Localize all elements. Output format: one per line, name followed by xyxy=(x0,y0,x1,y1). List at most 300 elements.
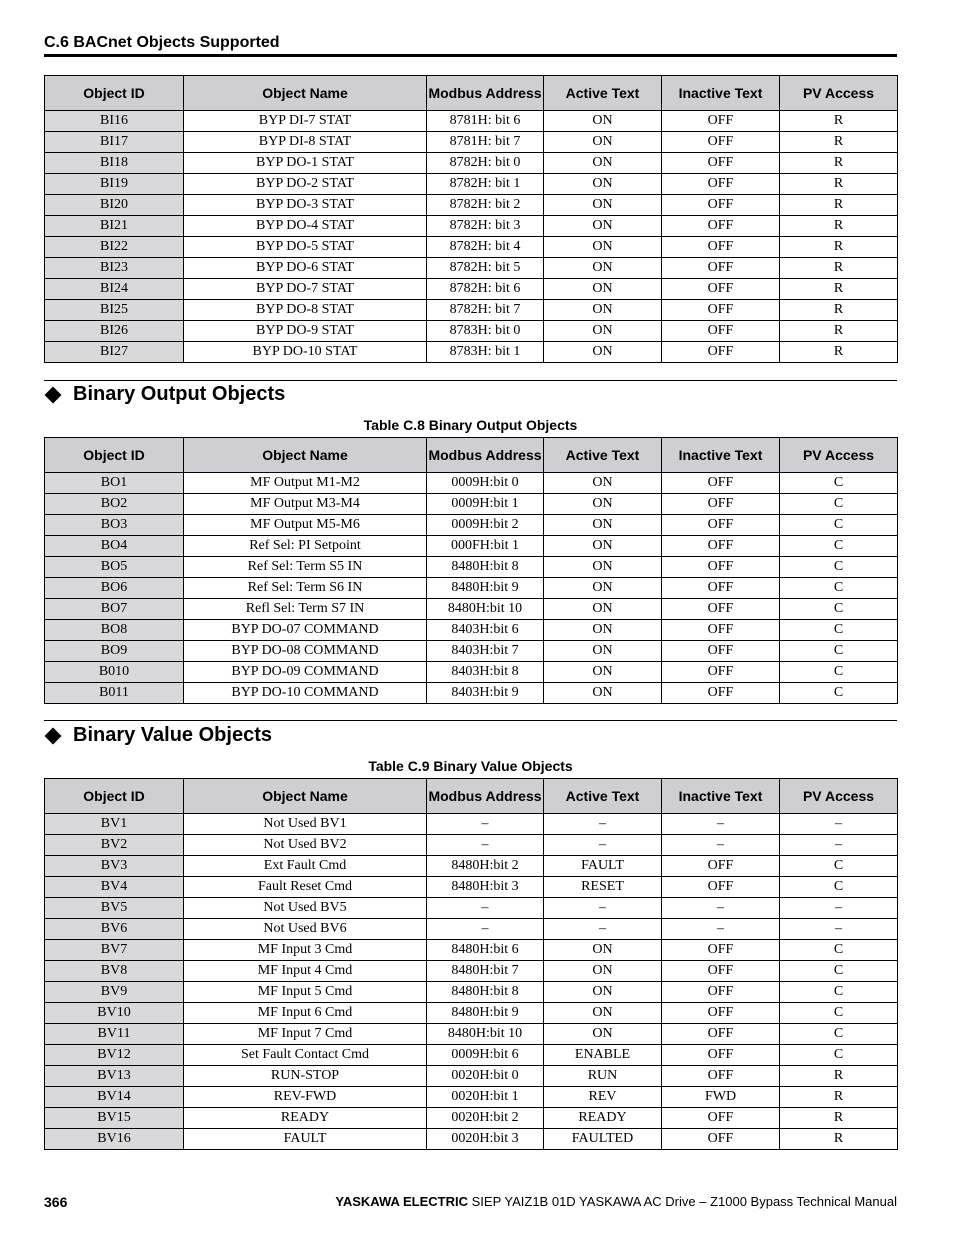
cell-active-text: – xyxy=(544,835,662,856)
cell-pv-access: C xyxy=(780,1045,898,1066)
cell-inactive-text: OFF xyxy=(662,1003,780,1024)
cell-modbus-address: 8781H: bit 6 xyxy=(427,111,544,132)
binary-output-heading xyxy=(44,383,285,406)
cell-modbus-address: 0020H:bit 3 xyxy=(427,1129,544,1150)
cell-pv-access: C xyxy=(780,536,898,557)
cell-pv-access: R xyxy=(780,237,898,258)
cell-object-id: BO5 xyxy=(45,557,184,578)
cell-active-text: ON xyxy=(544,237,662,258)
cell-object-id: BO2 xyxy=(45,494,184,515)
cell-inactive-text: OFF xyxy=(662,856,780,877)
table-row xyxy=(45,557,898,578)
cell-active-text: ON xyxy=(544,982,662,1003)
cell-object-name: BYP DO-1 STAT xyxy=(184,153,427,174)
table-row xyxy=(45,683,898,704)
cell-active-text: ON xyxy=(544,153,662,174)
cell-object-id: B011 xyxy=(45,683,184,704)
cell-inactive-text: OFF xyxy=(662,641,780,662)
binary-output-title: Binary Output Objects xyxy=(73,383,286,405)
footer-brand: YASKAWA ELECTRIC xyxy=(335,1194,469,1209)
cell-active-text: ON xyxy=(544,1003,662,1024)
cell-object-id: BV15 xyxy=(45,1108,184,1129)
table-row xyxy=(45,536,898,557)
cell-object-name: BYP DO-09 COMMAND xyxy=(184,662,427,683)
cell-active-text: RESET xyxy=(544,877,662,898)
cell-inactive-text: OFF xyxy=(662,599,780,620)
cell-pv-access: – xyxy=(780,898,898,919)
col-header-object-id: Object ID xyxy=(45,779,184,814)
cell-pv-access: C xyxy=(780,1003,898,1024)
cell-object-id: BI17 xyxy=(45,132,184,153)
table-row xyxy=(45,494,898,515)
cell-inactive-text: OFF xyxy=(662,111,780,132)
cell-active-text: ON xyxy=(544,641,662,662)
cell-inactive-text: OFF xyxy=(662,473,780,494)
cell-object-name: BYP DO-2 STAT xyxy=(184,174,427,195)
table-row xyxy=(45,1087,898,1108)
cell-pv-access: C xyxy=(780,599,898,620)
cell-modbus-address: 0009H:bit 2 xyxy=(427,515,544,536)
cell-object-id: BV1 xyxy=(45,814,184,835)
cell-pv-access: C xyxy=(780,620,898,641)
section-rule xyxy=(44,720,897,721)
table-row xyxy=(45,111,898,132)
cell-inactive-text: OFF xyxy=(662,174,780,195)
cell-active-text: – xyxy=(544,814,662,835)
cell-active-text: ON xyxy=(544,1024,662,1045)
cell-object-id: BO1 xyxy=(45,473,184,494)
cell-pv-access: C xyxy=(780,557,898,578)
cell-object-name: Ext Fault Cmd xyxy=(184,856,427,877)
cell-modbus-address: 8403H:bit 9 xyxy=(427,683,544,704)
table-header-row xyxy=(45,76,898,111)
cell-object-name: MF Output M3-M4 xyxy=(184,494,427,515)
table-row xyxy=(45,1129,898,1150)
cell-pv-access: R xyxy=(780,111,898,132)
cell-modbus-address: 8781H: bit 7 xyxy=(427,132,544,153)
cell-modbus-address: 8782H: bit 6 xyxy=(427,279,544,300)
col-header-modbus-address: Modbus Address xyxy=(427,438,544,473)
binary-value-table xyxy=(44,778,898,1150)
cell-object-id: BV10 xyxy=(45,1003,184,1024)
col-header-pv-access: PV Access xyxy=(780,76,898,111)
cell-active-text: REV xyxy=(544,1087,662,1108)
col-header-object-id: Object ID xyxy=(45,438,184,473)
cell-object-name: REV-FWD xyxy=(184,1087,427,1108)
cell-pv-access: R xyxy=(780,132,898,153)
cell-inactive-text: – xyxy=(662,898,780,919)
cell-object-name: BYP DO-8 STAT xyxy=(184,300,427,321)
cell-object-id: BV9 xyxy=(45,982,184,1003)
cell-modbus-address: 8403H:bit 7 xyxy=(427,641,544,662)
cell-inactive-text: OFF xyxy=(662,982,780,1003)
col-header-object-id: Object ID xyxy=(45,76,184,111)
table-row xyxy=(45,940,898,961)
cell-object-name: Fault Reset Cmd xyxy=(184,877,427,898)
col-header-pv-access: PV Access xyxy=(780,779,898,814)
cell-inactive-text: OFF xyxy=(662,1045,780,1066)
cell-pv-access: C xyxy=(780,578,898,599)
cell-modbus-address: 0009H:bit 6 xyxy=(427,1045,544,1066)
cell-object-name: BYP DO-10 STAT xyxy=(184,342,427,363)
cell-object-id: BO7 xyxy=(45,599,184,620)
cell-object-name: MF Input 7 Cmd xyxy=(184,1024,427,1045)
cell-object-name: BYP DO-9 STAT xyxy=(184,321,427,342)
cell-object-name: BYP DO-10 COMMAND xyxy=(184,683,427,704)
cell-inactive-text: OFF xyxy=(662,1108,780,1129)
cell-inactive-text: OFF xyxy=(662,578,780,599)
cell-object-name: Set Fault Contact Cmd xyxy=(184,1045,427,1066)
cell-inactive-text: OFF xyxy=(662,300,780,321)
cell-inactive-text: OFF xyxy=(662,195,780,216)
cell-modbus-address: 8783H: bit 1 xyxy=(427,342,544,363)
cell-object-id: BV11 xyxy=(45,1024,184,1045)
cell-active-text: ON xyxy=(544,279,662,300)
table-row xyxy=(45,1045,898,1066)
cell-inactive-text: OFF xyxy=(662,1024,780,1045)
cell-object-name: READY xyxy=(184,1108,427,1129)
cell-object-id: BO6 xyxy=(45,578,184,599)
cell-pv-access: C xyxy=(780,1024,898,1045)
table-row xyxy=(45,132,898,153)
col-header-object-name: Object Name xyxy=(184,779,427,814)
cell-active-text: ON xyxy=(544,300,662,321)
cell-object-id: BV13 xyxy=(45,1066,184,1087)
cell-active-text: – xyxy=(544,919,662,940)
cell-object-id: BV6 xyxy=(45,919,184,940)
cell-active-text: ON xyxy=(544,195,662,216)
cell-modbus-address: – xyxy=(427,835,544,856)
cell-object-id: BV2 xyxy=(45,835,184,856)
col-header-pv-access: PV Access xyxy=(780,438,898,473)
cell-modbus-address: 8403H:bit 8 xyxy=(427,662,544,683)
cell-object-name: RUN-STOP xyxy=(184,1066,427,1087)
table-row xyxy=(45,342,898,363)
cell-active-text: ON xyxy=(544,132,662,153)
cell-active-text: ON xyxy=(544,473,662,494)
cell-active-text: ON xyxy=(544,662,662,683)
cell-pv-access: R xyxy=(780,1087,898,1108)
binary-input-table xyxy=(44,75,898,363)
cell-active-text: ON xyxy=(544,321,662,342)
cell-modbus-address: 8480H:bit 10 xyxy=(427,599,544,620)
cell-object-id: BI16 xyxy=(45,111,184,132)
cell-modbus-address: 8480H:bit 8 xyxy=(427,982,544,1003)
table-row xyxy=(45,473,898,494)
cell-object-name: Not Used BV1 xyxy=(184,814,427,835)
col-header-object-name: Object Name xyxy=(184,76,427,111)
table-row xyxy=(45,641,898,662)
cell-inactive-text: OFF xyxy=(662,279,780,300)
cell-modbus-address: 8782H: bit 5 xyxy=(427,258,544,279)
cell-object-id: BO8 xyxy=(45,620,184,641)
table-c9-caption: Table C.9 Binary Value Objects xyxy=(368,758,573,774)
cell-pv-access: C xyxy=(780,982,898,1003)
cell-pv-access: C xyxy=(780,856,898,877)
table-row xyxy=(45,153,898,174)
cell-modbus-address: 000FH:bit 1 xyxy=(427,536,544,557)
cell-active-text: ON xyxy=(544,599,662,620)
cell-object-name: Refl Sel: Term S7 IN xyxy=(184,599,427,620)
cell-active-text: ON xyxy=(544,174,662,195)
cell-modbus-address: 8782H: bit 0 xyxy=(427,153,544,174)
table-row xyxy=(45,1003,898,1024)
cell-modbus-address: – xyxy=(427,898,544,919)
cell-modbus-address: 8480H:bit 9 xyxy=(427,578,544,599)
binary-value-heading xyxy=(44,724,272,747)
table-row xyxy=(45,300,898,321)
cell-modbus-address: 8480H:bit 8 xyxy=(427,557,544,578)
table-row xyxy=(45,321,898,342)
cell-object-id: BO4 xyxy=(45,536,184,557)
cell-active-text: READY xyxy=(544,1108,662,1129)
cell-modbus-address: 8782H: bit 7 xyxy=(427,300,544,321)
cell-active-text: ON xyxy=(544,342,662,363)
cell-object-name: Not Used BV6 xyxy=(184,919,427,940)
cell-modbus-address: 8783H: bit 0 xyxy=(427,321,544,342)
cell-modbus-address: – xyxy=(427,814,544,835)
cell-active-text: – xyxy=(544,898,662,919)
cell-object-id: BI26 xyxy=(45,321,184,342)
cell-object-name: BYP DO-4 STAT xyxy=(184,216,427,237)
cell-modbus-address: 8480H:bit 3 xyxy=(427,877,544,898)
table-row xyxy=(45,578,898,599)
cell-object-name: BYP DO-7 STAT xyxy=(184,279,427,300)
cell-active-text: FAULT xyxy=(544,856,662,877)
cell-inactive-text: OFF xyxy=(662,961,780,982)
cell-object-id: BI24 xyxy=(45,279,184,300)
cell-inactive-text: OFF xyxy=(662,258,780,279)
cell-inactive-text: OFF xyxy=(662,662,780,683)
cell-modbus-address: 8480H:bit 9 xyxy=(427,1003,544,1024)
cell-object-id: BI22 xyxy=(45,237,184,258)
table-row xyxy=(45,898,898,919)
cell-inactive-text: – xyxy=(662,814,780,835)
cell-pv-access: R xyxy=(780,216,898,237)
cell-modbus-address: – xyxy=(427,919,544,940)
cell-active-text: ON xyxy=(544,620,662,641)
cell-object-id: BO3 xyxy=(45,515,184,536)
table-row xyxy=(45,961,898,982)
cell-pv-access: R xyxy=(780,300,898,321)
cell-pv-access: R xyxy=(780,279,898,300)
cell-inactive-text: OFF xyxy=(662,153,780,174)
cell-object-name: MF Input 6 Cmd xyxy=(184,1003,427,1024)
cell-active-text: ON xyxy=(544,515,662,536)
cell-modbus-address: 8480H:bit 7 xyxy=(427,961,544,982)
cell-pv-access: – xyxy=(780,919,898,940)
cell-modbus-address: 0009H:bit 0 xyxy=(427,473,544,494)
cell-pv-access: R xyxy=(780,174,898,195)
cell-pv-access: R xyxy=(780,258,898,279)
table-row xyxy=(45,195,898,216)
cell-object-id: BV8 xyxy=(45,961,184,982)
table-row xyxy=(45,877,898,898)
cell-object-id: BI25 xyxy=(45,300,184,321)
cell-object-name: MF Input 5 Cmd xyxy=(184,982,427,1003)
cell-active-text: ON xyxy=(544,536,662,557)
header-rule xyxy=(44,54,897,57)
cell-object-name: Ref Sel: Term S6 IN xyxy=(184,578,427,599)
cell-object-name: BYP DO-07 COMMAND xyxy=(184,620,427,641)
cell-object-id: BV16 xyxy=(45,1129,184,1150)
cell-inactive-text: OFF xyxy=(662,237,780,258)
cell-modbus-address: 8782H: bit 2 xyxy=(427,195,544,216)
col-header-inactive-text: Inactive Text xyxy=(662,438,780,473)
cell-modbus-address: 8782H: bit 4 xyxy=(427,237,544,258)
cell-active-text: ON xyxy=(544,258,662,279)
cell-pv-access: C xyxy=(780,877,898,898)
table-header-row xyxy=(45,779,898,814)
col-header-modbus-address: Modbus Address xyxy=(427,779,544,814)
cell-pv-access: R xyxy=(780,1129,898,1150)
cell-modbus-address: 0009H:bit 1 xyxy=(427,494,544,515)
cell-active-text: RUN xyxy=(544,1066,662,1087)
cell-active-text: ON xyxy=(544,940,662,961)
cell-inactive-text: OFF xyxy=(662,620,780,641)
cell-object-id: BO9 xyxy=(45,641,184,662)
cell-inactive-text: OFF xyxy=(662,494,780,515)
cell-pv-access: C xyxy=(780,494,898,515)
cell-pv-access: R xyxy=(780,1108,898,1129)
cell-pv-access: R xyxy=(780,153,898,174)
cell-object-name: BYP DI-7 STAT xyxy=(184,111,427,132)
cell-object-id: BV7 xyxy=(45,940,184,961)
cell-inactive-text: OFF xyxy=(662,1129,780,1150)
cell-object-name: MF Output M1-M2 xyxy=(184,473,427,494)
table-row xyxy=(45,258,898,279)
cell-object-id: BI19 xyxy=(45,174,184,195)
table-row xyxy=(45,620,898,641)
cell-active-text: FAULTED xyxy=(544,1129,662,1150)
footer-manual-title xyxy=(335,1194,897,1209)
cell-active-text: ON xyxy=(544,216,662,237)
cell-modbus-address: 0020H:bit 1 xyxy=(427,1087,544,1108)
table-row xyxy=(45,835,898,856)
cell-object-id: BI20 xyxy=(45,195,184,216)
cell-active-text: ON xyxy=(544,494,662,515)
table-row xyxy=(45,1066,898,1087)
cell-object-name: MF Input 4 Cmd xyxy=(184,961,427,982)
cell-pv-access: R xyxy=(780,1066,898,1087)
cell-inactive-text: OFF xyxy=(662,683,780,704)
cell-pv-access: R xyxy=(780,321,898,342)
cell-object-name: Ref Sel: Term S5 IN xyxy=(184,557,427,578)
table-row xyxy=(45,1024,898,1045)
cell-object-name: BYP DO-5 STAT xyxy=(184,237,427,258)
cell-pv-access: C xyxy=(780,683,898,704)
cell-object-id: BV12 xyxy=(45,1045,184,1066)
cell-object-id: BI21 xyxy=(45,216,184,237)
table-row xyxy=(45,662,898,683)
col-header-object-name: Object Name xyxy=(184,438,427,473)
cell-object-id: BI18 xyxy=(45,153,184,174)
cell-active-text: ON xyxy=(544,683,662,704)
page-section-title: C.6 BACnet Objects Supported xyxy=(44,34,280,51)
cell-object-id: BV5 xyxy=(45,898,184,919)
table-row xyxy=(45,515,898,536)
cell-object-id: BI23 xyxy=(45,258,184,279)
table-row xyxy=(45,1108,898,1129)
cell-inactive-text: OFF xyxy=(662,342,780,363)
cell-modbus-address: 8480H:bit 2 xyxy=(427,856,544,877)
table-row xyxy=(45,279,898,300)
cell-pv-access: – xyxy=(780,814,898,835)
table-row xyxy=(45,919,898,940)
page-number: 366 xyxy=(44,1194,68,1210)
col-header-inactive-text: Inactive Text xyxy=(662,76,780,111)
cell-object-id: BI27 xyxy=(45,342,184,363)
cell-active-text: ON xyxy=(544,557,662,578)
cell-object-name: BYP DI-8 STAT xyxy=(184,132,427,153)
cell-object-name: MF Output M5-M6 xyxy=(184,515,427,536)
cell-active-text: ON xyxy=(544,578,662,599)
cell-pv-access: R xyxy=(780,342,898,363)
cell-inactive-text: OFF xyxy=(662,536,780,557)
cell-inactive-text: – xyxy=(662,835,780,856)
cell-object-id: BV3 xyxy=(45,856,184,877)
cell-object-name: MF Input 3 Cmd xyxy=(184,940,427,961)
diamond-bullet-icon xyxy=(45,386,62,403)
cell-modbus-address: 8782H: bit 1 xyxy=(427,174,544,195)
cell-inactive-text: OFF xyxy=(662,132,780,153)
table-row xyxy=(45,982,898,1003)
table-c8-caption: Table C.8 Binary Output Objects xyxy=(363,417,578,433)
cell-active-text: ENABLE xyxy=(544,1045,662,1066)
cell-inactive-text: OFF xyxy=(662,515,780,536)
table-row xyxy=(45,856,898,877)
col-header-active-text: Active Text xyxy=(544,779,662,814)
col-header-active-text: Active Text xyxy=(544,76,662,111)
cell-pv-access: C xyxy=(780,662,898,683)
cell-object-id: BV4 xyxy=(45,877,184,898)
cell-active-text: ON xyxy=(544,961,662,982)
cell-modbus-address: 0020H:bit 2 xyxy=(427,1108,544,1129)
cell-pv-access: R xyxy=(780,195,898,216)
diamond-bullet-icon xyxy=(45,727,62,744)
footer-manual-name: SIEP YAIZ1B 01D YASKAWA AC Drive – Z1000 Bypass Technical Manual xyxy=(468,1194,897,1209)
cell-modbus-address: 8403H:bit 6 xyxy=(427,620,544,641)
cell-inactive-text: OFF xyxy=(662,1066,780,1087)
table-header-row xyxy=(45,438,898,473)
cell-object-name: FAULT xyxy=(184,1129,427,1150)
table-row xyxy=(45,174,898,195)
cell-active-text: ON xyxy=(544,111,662,132)
cell-inactive-text: OFF xyxy=(662,940,780,961)
cell-modbus-address: 8782H: bit 3 xyxy=(427,216,544,237)
cell-object-name: Not Used BV5 xyxy=(184,898,427,919)
cell-inactive-text: OFF xyxy=(662,877,780,898)
cell-modbus-address: 8480H:bit 10 xyxy=(427,1024,544,1045)
section-rule xyxy=(44,380,897,381)
cell-object-name: BYP DO-6 STAT xyxy=(184,258,427,279)
cell-pv-access: C xyxy=(780,515,898,536)
table-row xyxy=(45,599,898,620)
cell-inactive-text: OFF xyxy=(662,557,780,578)
cell-pv-access: C xyxy=(780,961,898,982)
cell-pv-access: – xyxy=(780,835,898,856)
table-row xyxy=(45,237,898,258)
col-header-modbus-address: Modbus Address xyxy=(427,76,544,111)
table-row xyxy=(45,216,898,237)
cell-pv-access: C xyxy=(780,940,898,961)
cell-pv-access: C xyxy=(780,473,898,494)
cell-modbus-address: 0020H:bit 0 xyxy=(427,1066,544,1087)
cell-inactive-text: – xyxy=(662,919,780,940)
cell-pv-access: C xyxy=(780,641,898,662)
col-header-inactive-text: Inactive Text xyxy=(662,779,780,814)
binary-value-title: Binary Value Objects xyxy=(73,724,272,746)
